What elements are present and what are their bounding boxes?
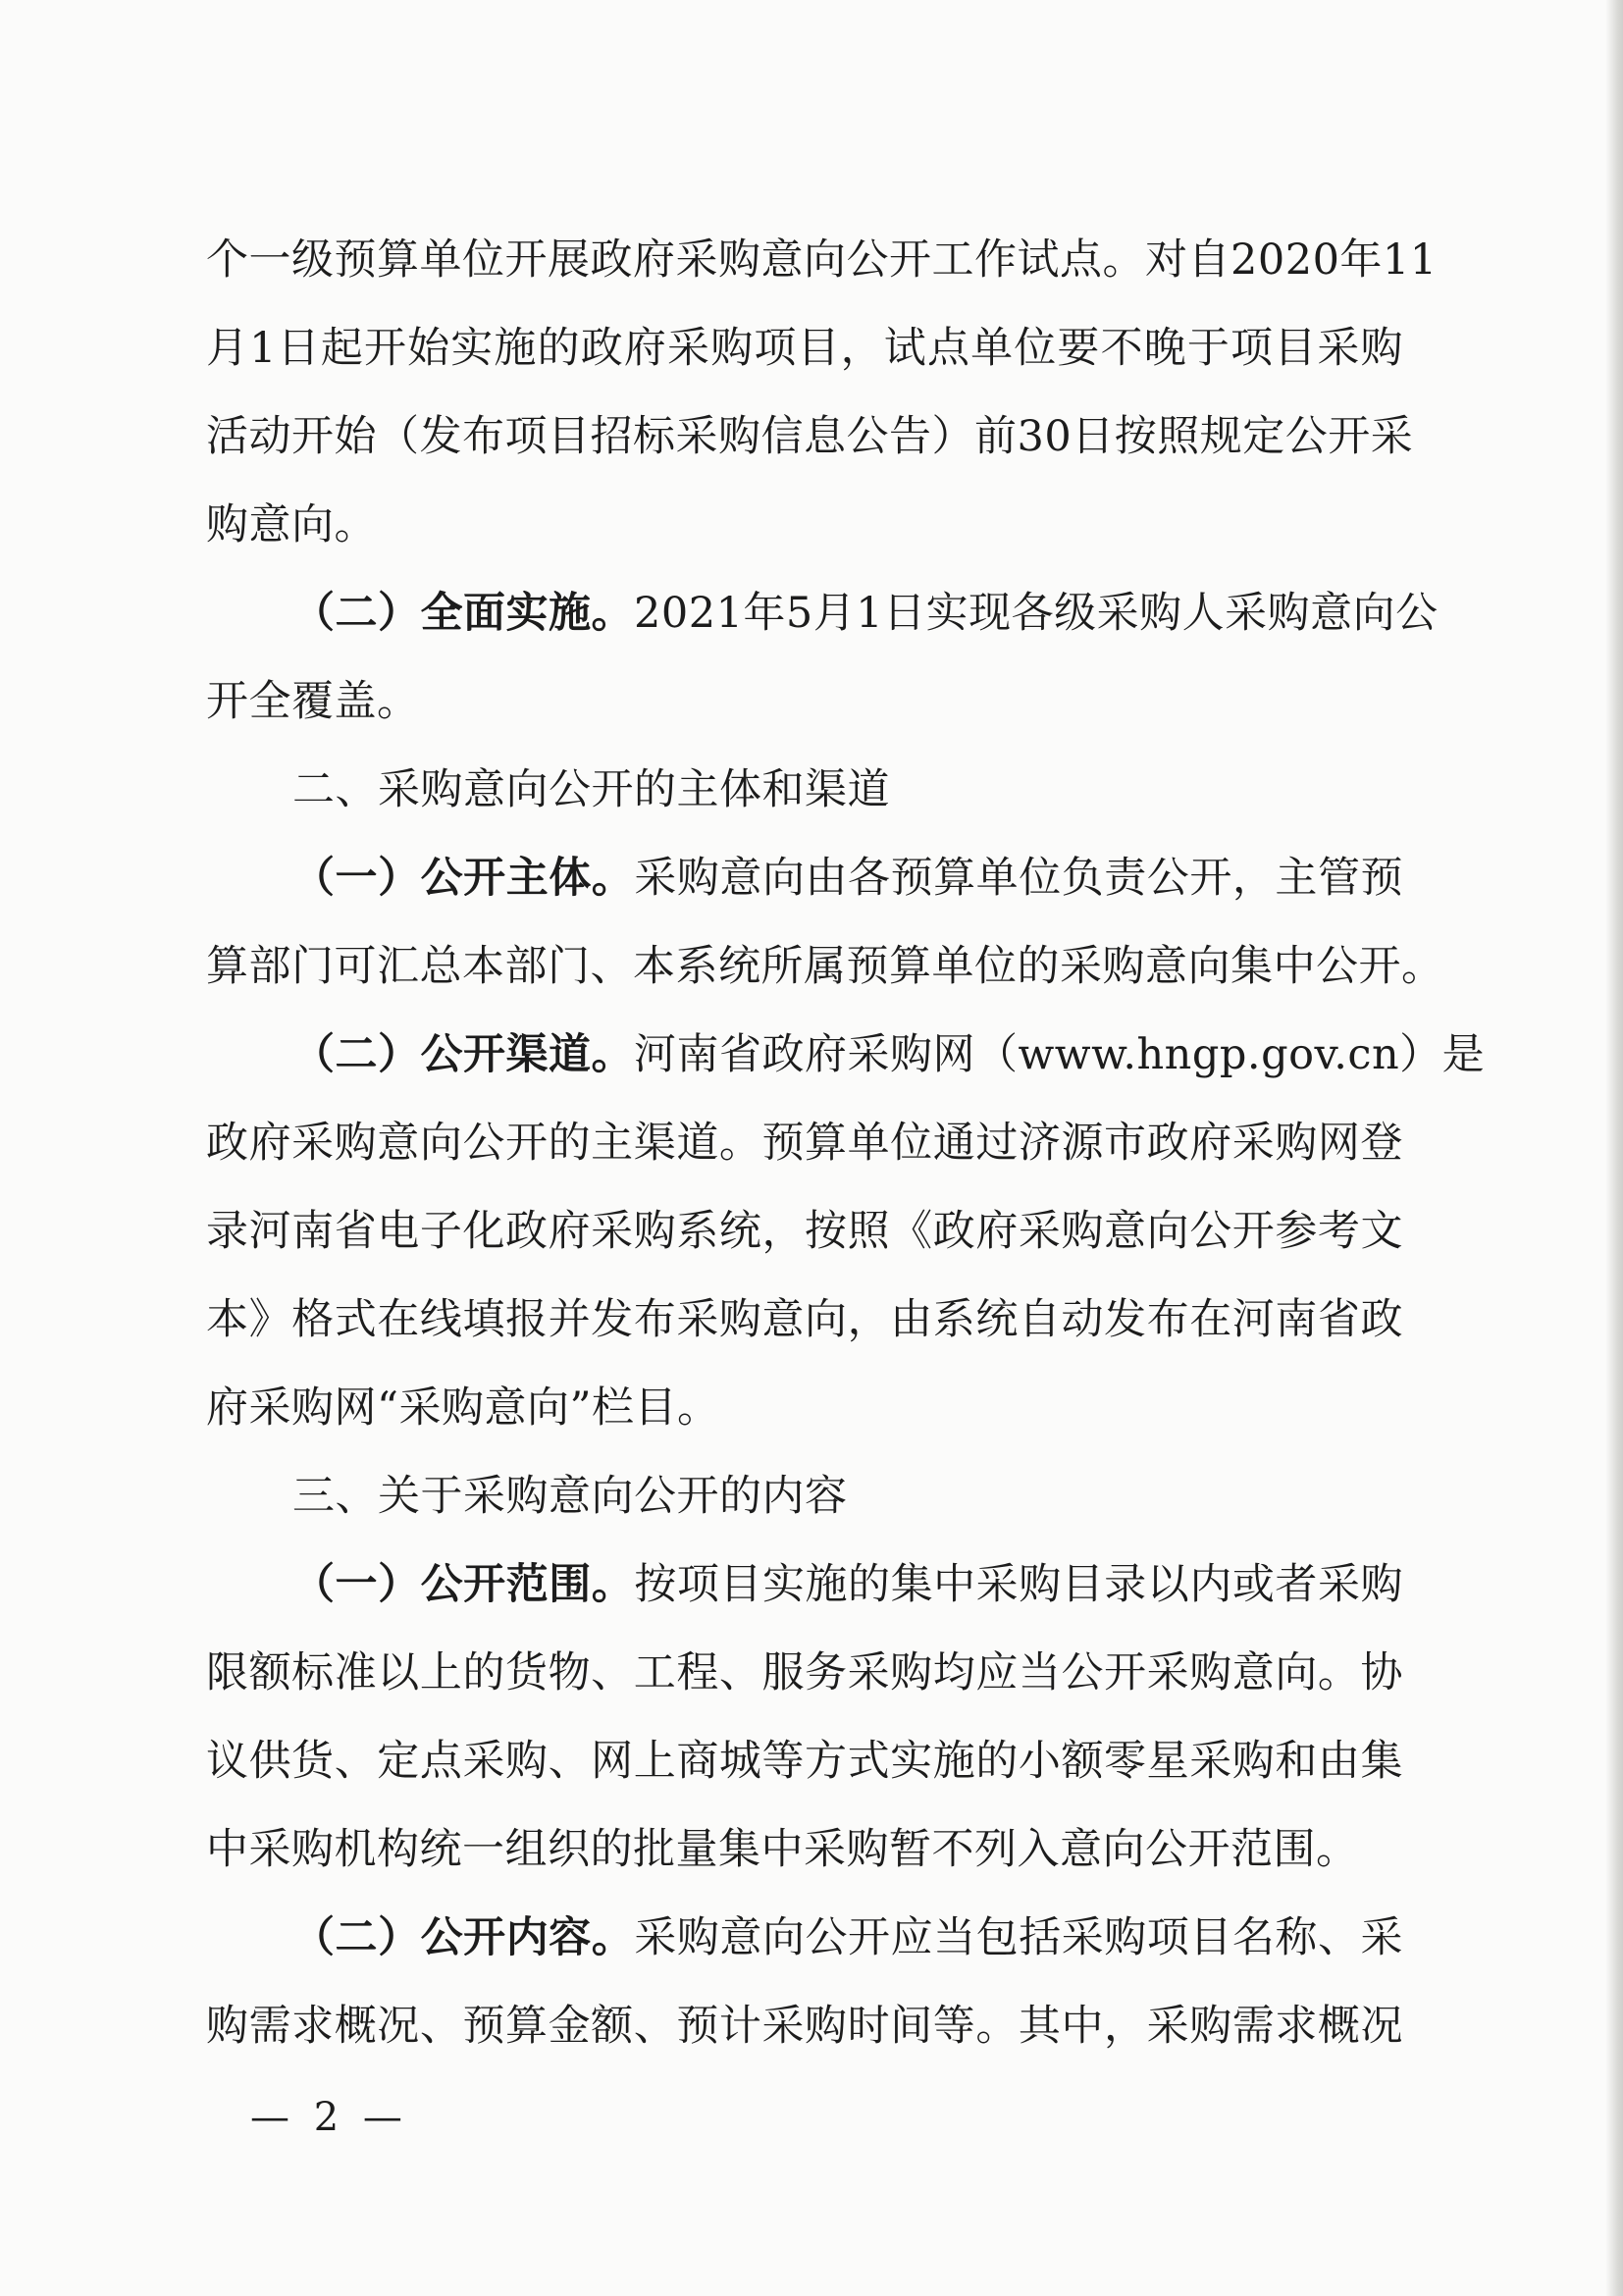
section-heading: 三、关于采购意向公开的内容 <box>292 1472 848 1521</box>
body-line: 个一级预算单位开展政府采购意向公开工作试点。对自2020年11 <box>206 235 1438 285</box>
body-text: 2021年5月1日实现各级采购人采购意向公 <box>634 589 1439 638</box>
body-line: 算部门可汇总本部门、本系统所属预算单位的采购意向集中公开。 <box>206 942 1444 991</box>
body-line: 购需求概况、预算金额、预计采购时间等。其中，采购需求概况 <box>206 2002 1403 2051</box>
section-lead: （二）公开渠道。 <box>292 1030 634 1079</box>
body-line: 录河南省电子化政府采购系统，按照《政府采购意向公开参考文 <box>206 1207 1403 1256</box>
body-text: 河南省政府采购网（www.hngp.gov.cn）是 <box>634 1030 1486 1079</box>
body-line: 购意向。 <box>206 500 377 549</box>
section-lead: （一）公开范围。 <box>292 1560 635 1609</box>
section-heading: 二、采购意向公开的主体和渠道 <box>292 765 890 814</box>
body-line <box>206 1011 1486 1099</box>
body-line: 议供货、定点采购、网上商城等方式实施的小额零星采购和由集 <box>206 1737 1403 1786</box>
body-line: 本》格式在线填报并发布采购意向，由系统自动发布在河南省政 <box>206 1295 1403 1344</box>
body-text: 采购意向公开应当包括采购项目名称、采 <box>634 1913 1404 1962</box>
body-line: 活动开始（发布项目招标采购信息公告）前30日按照规定公开采 <box>206 412 1414 461</box>
scan-edge-shadow <box>1605 0 1623 2296</box>
body-line <box>206 1894 1403 1982</box>
body-line <box>206 834 1403 922</box>
section-lead: （二）公开内容。 <box>292 1913 635 1962</box>
body-line: 政府采购意向公开的主渠道。预算单位通过济源市政府采购网登 <box>206 1119 1403 1168</box>
body-line: 开全覆盖。 <box>206 677 420 726</box>
body-line <box>206 569 1439 657</box>
section-lead: （二）全面实施。 <box>292 589 634 638</box>
body-text: 采购意向由各预算单位负责公开，主管预 <box>634 854 1404 903</box>
body-line <box>206 1540 1403 1629</box>
document-body <box>206 216 1486 2070</box>
body-line: 中采购机构统一组织的批量集中采购暂不列入意向公开范围。 <box>206 1825 1359 1874</box>
body-text: 按项目实施的集中采购目录以内或者采购 <box>634 1560 1404 1609</box>
body-line: 月1日起开始实施的政府采购项目，试点单位要不晚于项目采购 <box>206 324 1403 373</box>
body-line: 限额标准以上的货物、工程、服务采购均应当公开采购意向。协 <box>206 1648 1403 1697</box>
page-number: — 2 — <box>250 2095 408 2140</box>
section-lead: （一）公开主体。 <box>292 854 635 903</box>
body-line: 府采购网“采购意向”栏目。 <box>206 1383 720 1433</box>
